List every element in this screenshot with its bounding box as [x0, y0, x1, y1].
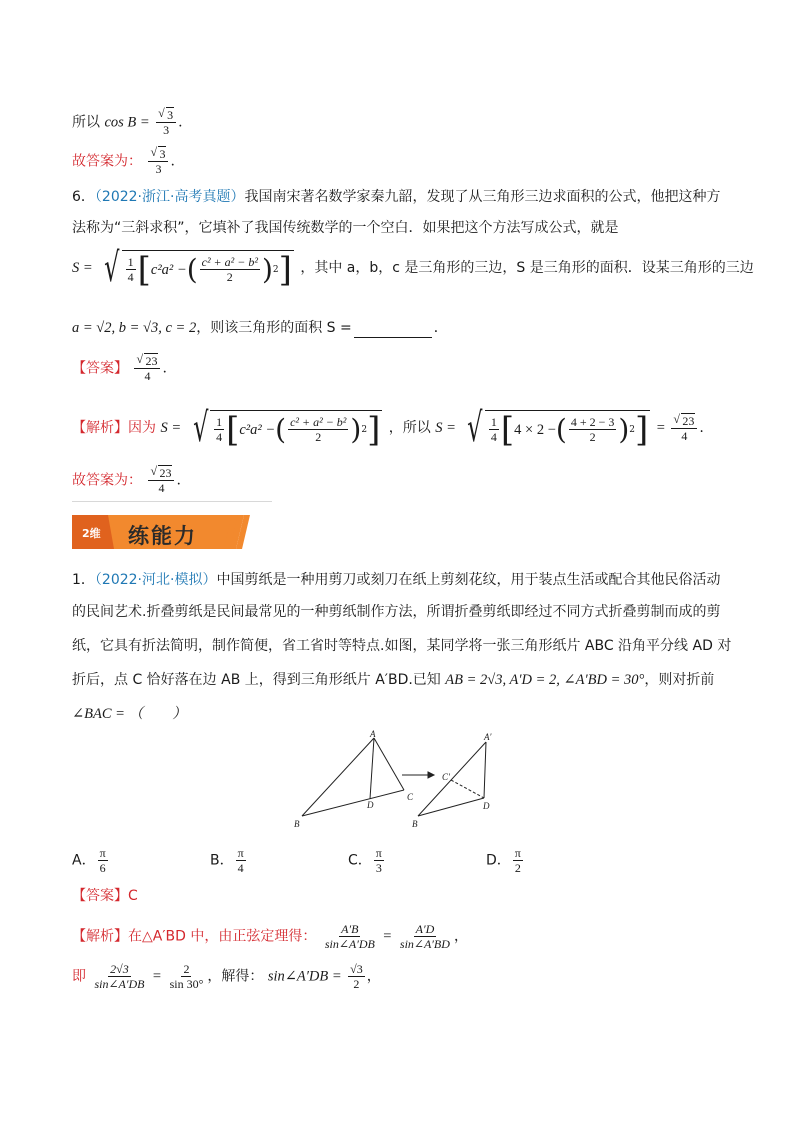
fig-label-c2: C′ [442, 772, 450, 782]
q6-final-label: 故答案为： [72, 472, 142, 489]
fig-label-a: A [370, 729, 376, 739]
q6-final-line: 故答案为： √ $\frac{23}{4}$ . [72, 466, 181, 495]
q6-formula-line: S = √ $\frac{1}{4}$ [ c²a² − ( $\frac{\text{c² + a² − b²}}{2}$ ) 2 ] ，其中 a，b，c 是三角形的三边，S 是三角形的面积．设某三角形的三边 [72, 245, 754, 291]
fig-edge-a2d [484, 742, 486, 798]
section-banner [72, 513, 258, 553]
q6-answer-tag: 【答案】 [72, 360, 128, 377]
cosb-expr: cos B = [104, 114, 150, 131]
q1-line4: 折后，点 C 恰好落在边 AB 上，得到三角形纸片 A′BD.已知 AB = 2√3, A′D = 2, ∠A′BD = 30°，则对折前 [72, 672, 715, 688]
q1-answer-value: C [128, 888, 138, 904]
q6-line2: 法称为“三斜求积”，它填补了我国传统数学的一个空白．如果把这个方法写成公式，就是 [72, 220, 619, 236]
fig-label-d2: D [483, 801, 490, 811]
option-a[interactable]: A． $\frac{\pi}{6}$ [72, 846, 106, 875]
cosb-line: 所以 cos B = √ $\frac{3}{3}$ . [72, 108, 183, 137]
q1-number: 1． [72, 572, 95, 588]
prev-answer-line: 故答案为： √ $\frac{3}{3}$ . [72, 147, 175, 176]
fig-label-d: D [367, 800, 374, 810]
option-b[interactable]: B． $\frac{\pi}{4}$ [210, 846, 244, 875]
answer-blank [354, 323, 432, 338]
q6-line1: 6．（2022·浙江·高考真题）我国南宋著名数学家秦九韶，发现了从三角形三边求面积的公式，他把这种方 [72, 189, 721, 205]
fig-label-c: C [407, 792, 414, 802]
banner-title: 练能力 [128, 524, 197, 548]
fig-edge-bc [302, 790, 404, 816]
q1-line2: 的民间艺术.折叠剪纸是民间最常见的一种剪纸制作方法，所谓折叠剪纸即经过不同方式折叠剪制而成的剪 [72, 604, 721, 620]
fig-label-b: B [294, 819, 300, 829]
q1-source: （2022·河北·模拟） [94, 572, 217, 588]
prev-answer-label: 故答案为： [72, 153, 142, 170]
q6-source: （2022·浙江·高考真题） [94, 189, 245, 205]
cosb-prefix: 所以 [72, 114, 100, 131]
option-c[interactable]: C． $\frac{\pi}{3}$ [348, 846, 382, 875]
fig-edge-ba2 [418, 742, 486, 816]
section-divider [72, 501, 272, 502]
banner-tag: 2维 [82, 527, 101, 540]
q6-number: 6． [72, 189, 95, 205]
fig-label-a2: A′ [484, 732, 492, 742]
fig-arrow-head [428, 772, 434, 778]
fig-edge-cd-dashed [451, 780, 484, 798]
fig-edge-ba [302, 738, 374, 816]
q6-analysis-tag: 【解析】 [72, 420, 128, 436]
q6-given: a = √2, b = √3, c = 2 [72, 320, 197, 336]
fig-edge-ad [370, 738, 374, 799]
q6-answer-fraction: √ $\frac{23}{4}$ [134, 354, 160, 383]
q6-analysis-line: 【解析】因为 S = √ $\frac{1}{4}$ [ c²a² − ( $\frac{\text{c² + a² − b²}}{2}$ ) 2 ] ，所以 S = √ $\frac{1}{4}$ [ 4 × 2 − ( $\frac{4 + 2 - 3}{2}$ ) 2 ] = √ $\frac{23}{4}$ . [72, 408, 704, 448]
cosb-fraction: √ $\frac{3}{3}$ [156, 108, 176, 137]
q1-analysis-line1: 【解析】在△A′BD 中，由正弦定理得： $\frac{A'B}{\sin\angle A'DB}$ = $\frac{A'D}{\sin\angle A'BD}$ ， [72, 922, 468, 951]
q6-answer-line: 【答案】 √ $\frac{23}{4}$ . [72, 354, 167, 383]
q1-analysis-line2: 即 $\frac{2√3}{\sin\angle A'DB}$ = $\frac{2}{\sin 30^\circ}$ ，解得： sin∠A′DB = $\frac{√3}{2}$ ， [72, 962, 381, 991]
q1-line3: 纸，它具有折法简明，制作简便，省工省时等特点.如图，某同学将一张三角形纸片 ABC 沿角平分线 AD 对 [72, 638, 732, 654]
fig-edge-ac [374, 738, 404, 790]
fig-edge-bd [418, 798, 484, 816]
fig-label-b2: B [412, 819, 418, 829]
q1-analysis-tag: 【解析】 [72, 928, 128, 945]
q1-answer-tag: 【答案】 [72, 888, 128, 904]
q1-answer-line [72, 886, 138, 906]
fold-figure [290, 728, 510, 832]
q1-line5: ∠BAC = （ ） [72, 706, 187, 722]
q6-formula-root: √ $\frac{1}{4}$ [ c²a² − ( $\frac{\text{c² + a² − b²}}{2}$ ) 2 ] [104, 245, 292, 291]
q6-given-line: a = √2, b = √3, c = 2，则该三角形的面积 S = ． [72, 320, 448, 336]
option-d[interactable]: D． $\frac{\pi}{2}$ [486, 846, 521, 875]
prev-answer-fraction: √ $\frac{3}{3}$ [148, 147, 168, 176]
q1-line1: 1．（2022·河北·模拟）中国剪纸是一种用剪刀或刻刀在纸上剪刻花纹，用于装点生活或配合其他民俗活动 [72, 572, 721, 588]
